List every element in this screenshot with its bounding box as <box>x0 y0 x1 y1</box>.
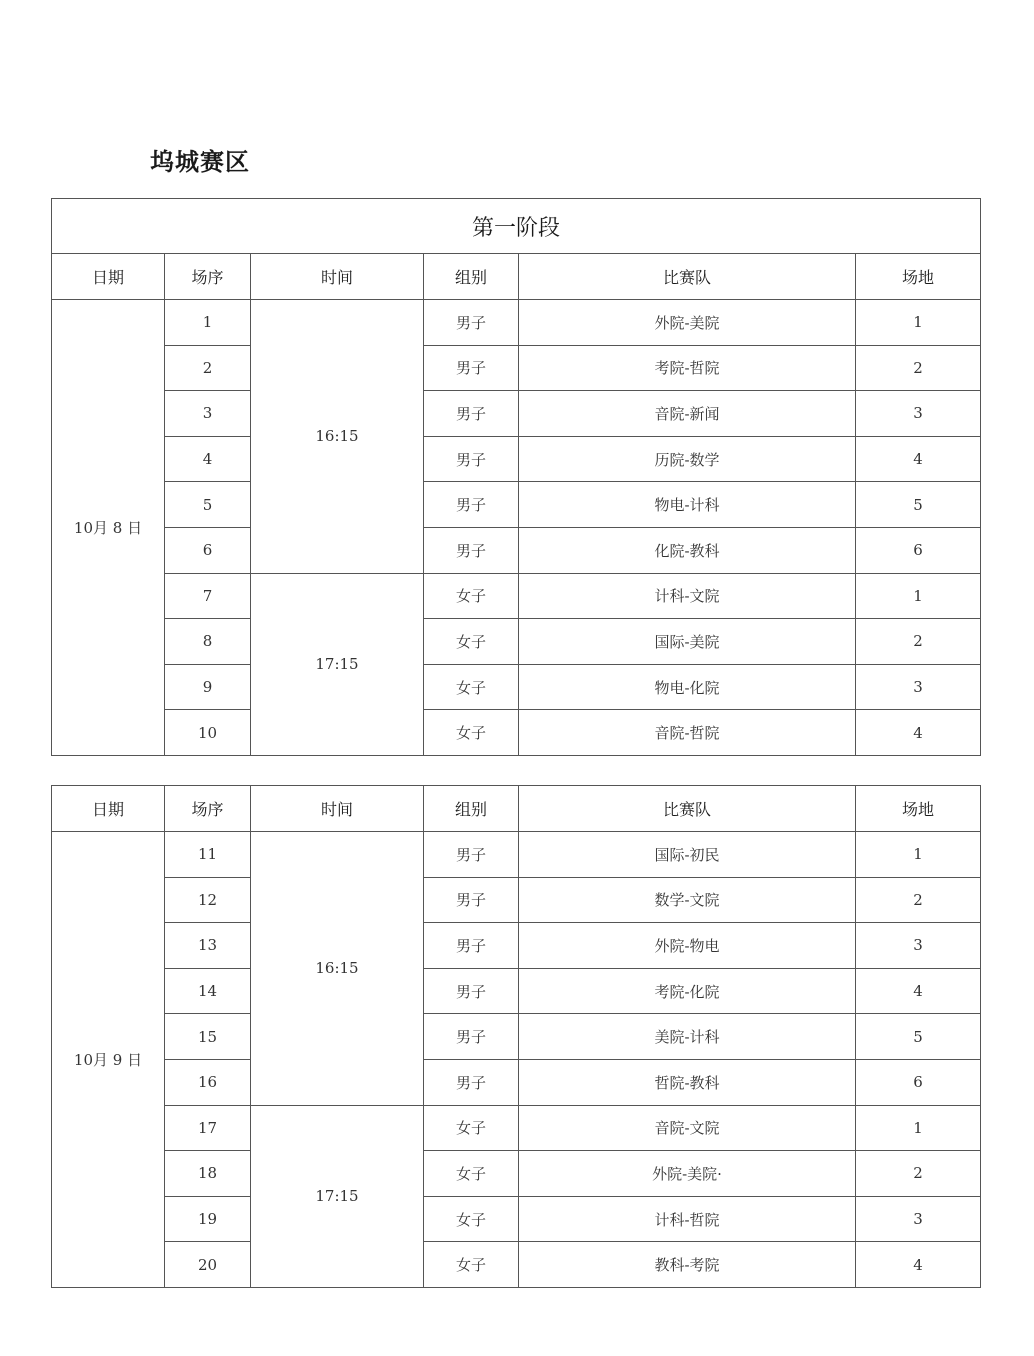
table-row <box>52 664 981 710</box>
group-cell: 女子 <box>424 1242 519 1288</box>
match-no-cell: 11 <box>165 832 251 878</box>
table-row <box>52 968 981 1014</box>
teams-cell: 历院-数学 <box>519 436 856 482</box>
teams-cell: 数学-文院 <box>519 877 856 923</box>
group-cell: 男子 <box>424 923 519 969</box>
group-cell: 男子 <box>424 832 519 878</box>
teams-cell: 教科-考院 <box>519 1242 856 1288</box>
col-header-time: 时间 <box>251 254 424 300</box>
table-row <box>52 877 981 923</box>
stage-title: 第一阶段 <box>52 199 981 254</box>
match-no-cell: 5 <box>165 482 251 528</box>
teams-cell: 考院-哲院 <box>519 345 856 391</box>
teams-cell: 国际-美院 <box>519 619 856 665</box>
table-row <box>52 436 981 482</box>
page-title: 坞城赛区 <box>150 148 250 176</box>
group-cell: 男子 <box>424 482 519 528</box>
teams-cell: 外院-物电 <box>519 923 856 969</box>
court-cell: 2 <box>856 345 981 391</box>
teams-cell: 音院-哲院 <box>519 710 856 756</box>
col-header-date: 日期 <box>52 254 165 300</box>
schedule-table-day2 <box>51 785 981 1288</box>
match-no-cell: 19 <box>165 1196 251 1242</box>
time-cell: 17:15 <box>251 573 424 755</box>
col-header-teams: 比赛队 <box>519 786 856 832</box>
date-cell: 10月 9 日 <box>52 832 165 1288</box>
table-row <box>52 573 981 619</box>
table-row <box>52 391 981 437</box>
col-header-court: 场地 <box>856 786 981 832</box>
schedule-table-day1 <box>51 198 981 756</box>
teams-cell: 物电-计科 <box>519 482 856 528</box>
match-no-cell: 3 <box>165 391 251 437</box>
col-header-group: 组别 <box>424 254 519 300</box>
match-no-cell: 14 <box>165 968 251 1014</box>
table-row <box>52 619 981 665</box>
teams-cell: 音院-文院 <box>519 1105 856 1151</box>
match-no-cell: 18 <box>165 1151 251 1197</box>
time-cell: 17:15 <box>251 1105 424 1287</box>
match-no-cell: 6 <box>165 527 251 573</box>
time-cell: 16:15 <box>251 832 424 1106</box>
table-row <box>52 300 981 346</box>
teams-cell: 哲院-教科 <box>519 1059 856 1105</box>
header-row <box>52 786 981 832</box>
match-no-cell: 8 <box>165 619 251 665</box>
court-cell: 1 <box>856 300 981 346</box>
match-no-cell: 20 <box>165 1242 251 1288</box>
col-header-court: 场地 <box>856 254 981 300</box>
col-header-group: 组别 <box>424 786 519 832</box>
court-cell: 6 <box>856 527 981 573</box>
teams-cell: 考院-化院 <box>519 968 856 1014</box>
match-no-cell: 16 <box>165 1059 251 1105</box>
col-header-date: 日期 <box>52 786 165 832</box>
court-cell: 4 <box>856 710 981 756</box>
table-row <box>52 527 981 573</box>
group-cell: 女子 <box>424 1151 519 1197</box>
match-no-cell: 4 <box>165 436 251 482</box>
teams-cell: 物电-化院 <box>519 664 856 710</box>
group-cell: 女子 <box>424 619 519 665</box>
court-cell: 1 <box>856 573 981 619</box>
table-row <box>52 1196 981 1242</box>
group-cell: 男子 <box>424 968 519 1014</box>
group-cell: 女子 <box>424 1196 519 1242</box>
col-header-teams: 比赛队 <box>519 254 856 300</box>
header-row <box>52 254 981 300</box>
group-cell: 男子 <box>424 391 519 437</box>
table-row <box>52 832 981 878</box>
teams-cell: 计科-哲院 <box>519 1196 856 1242</box>
court-cell: 2 <box>856 619 981 665</box>
court-cell: 1 <box>856 1105 981 1151</box>
match-no-cell: 13 <box>165 923 251 969</box>
match-no-cell: 1 <box>165 300 251 346</box>
match-no-cell: 10 <box>165 710 251 756</box>
col-header-time: 时间 <box>251 786 424 832</box>
teams-cell: 音院-新闻 <box>519 391 856 437</box>
date-cell: 10月 8 日 <box>52 300 165 756</box>
group-cell: 女子 <box>424 1105 519 1151</box>
table-row <box>52 1105 981 1151</box>
col-header-match-no: 场序 <box>165 786 251 832</box>
match-no-cell: 7 <box>165 573 251 619</box>
match-no-cell: 15 <box>165 1014 251 1060</box>
group-cell: 女子 <box>424 710 519 756</box>
court-cell: 1 <box>856 832 981 878</box>
table-row <box>52 1059 981 1105</box>
col-header-match-no: 场序 <box>165 254 251 300</box>
table-row <box>52 923 981 969</box>
court-cell: 4 <box>856 436 981 482</box>
group-cell: 男子 <box>424 345 519 391</box>
match-no-cell: 9 <box>165 664 251 710</box>
court-cell: 3 <box>856 923 981 969</box>
court-cell: 2 <box>856 1151 981 1197</box>
court-cell: 2 <box>856 877 981 923</box>
teams-cell: 美院-计科 <box>519 1014 856 1060</box>
teams-cell: 外院-美院· <box>519 1151 856 1197</box>
time-cell: 16:15 <box>251 300 424 574</box>
match-no-cell: 12 <box>165 877 251 923</box>
teams-cell: 化院-教科 <box>519 527 856 573</box>
court-cell: 3 <box>856 391 981 437</box>
table-row <box>52 710 981 756</box>
group-cell: 男子 <box>424 300 519 346</box>
group-cell: 男子 <box>424 1059 519 1105</box>
teams-cell: 计科-文院 <box>519 573 856 619</box>
match-no-cell: 17 <box>165 1105 251 1151</box>
court-cell: 4 <box>856 968 981 1014</box>
group-cell: 男子 <box>424 1014 519 1060</box>
table-row <box>52 345 981 391</box>
table-row <box>52 1014 981 1060</box>
court-cell: 6 <box>856 1059 981 1105</box>
teams-cell: 外院-美院 <box>519 300 856 346</box>
table-row <box>52 482 981 528</box>
group-cell: 男子 <box>424 527 519 573</box>
court-cell: 5 <box>856 482 981 528</box>
table-row <box>52 1151 981 1197</box>
court-cell: 3 <box>856 664 981 710</box>
court-cell: 4 <box>856 1242 981 1288</box>
match-no-cell: 2 <box>165 345 251 391</box>
group-cell: 男子 <box>424 436 519 482</box>
group-cell: 女子 <box>424 573 519 619</box>
court-cell: 3 <box>856 1196 981 1242</box>
teams-cell: 国际-初民 <box>519 832 856 878</box>
court-cell: 5 <box>856 1014 981 1060</box>
table-row <box>52 1242 981 1288</box>
group-cell: 女子 <box>424 664 519 710</box>
group-cell: 男子 <box>424 877 519 923</box>
